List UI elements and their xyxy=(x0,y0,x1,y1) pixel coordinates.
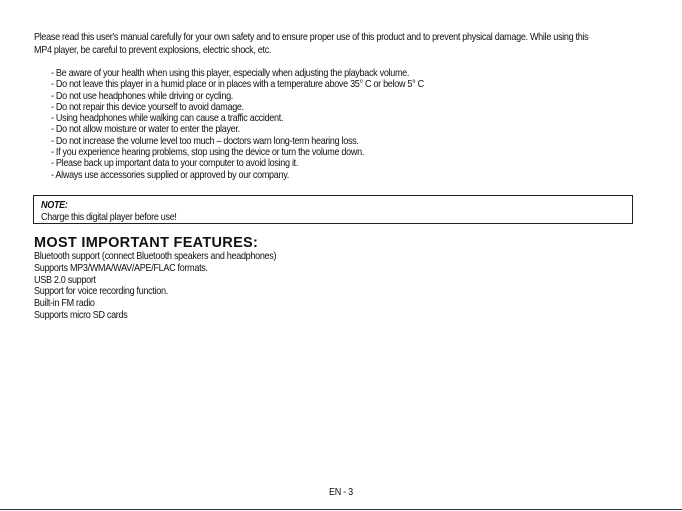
warning-item: - Using headphones while walking can cause a traffic accident. xyxy=(51,112,284,125)
warning-item: - Do not leave this player in a humid place or in places with a temperature above 35° C or below 5° C xyxy=(51,78,424,91)
features-heading: MOST IMPORTANT FEATURES: xyxy=(34,235,259,251)
features-list xyxy=(34,251,276,322)
feature-item: Bluetooth support (connect Bluetooth speakers and headphones) xyxy=(34,250,277,262)
feature-item: USB 2.0 support xyxy=(34,273,96,286)
page-number: EN - 3 xyxy=(329,486,353,498)
intro-line-1: Please read this user's manual carefully for your own safety and to ensure proper use of this product and to prevent physical damage. While using this xyxy=(34,31,589,43)
note-text: Charge this digital player before use! xyxy=(41,211,177,223)
warning-item: - If you experience hearing problems, stop using the device or turn the volume down. xyxy=(51,146,365,159)
feature-item: Built-in FM radio xyxy=(34,297,95,310)
warning-item: - Always use accessories supplied or approved by our company. xyxy=(51,168,289,181)
intro-paragraph xyxy=(34,31,653,57)
warning-item: - Do not repair this device yourself to avoid damage. xyxy=(51,100,244,113)
feature-item: Support for voice recording function. xyxy=(34,285,168,298)
warning-item: - Do not allow moisture or water to enter the player. xyxy=(51,123,240,136)
safety-warnings-list xyxy=(51,68,424,181)
warning-item: - Do not use headphones while driving or cycling. xyxy=(51,89,234,102)
warning-item: - Please back up important data to your computer to avoid losing it. xyxy=(51,157,299,170)
intro-line-2: MP4 player, be careful to prevent explosions, electric shock, etc. xyxy=(34,44,272,56)
note-content xyxy=(41,199,177,223)
warning-item: - Do not increase the volume level too much – doctors warn long-term hearing loss. xyxy=(51,134,359,147)
warning-item: - Be aware of your health when using this player, especially when adjusting the playback volume. xyxy=(51,67,410,79)
feature-item: Supports MP3/WMA/WAV/APE/FLAC formats. xyxy=(34,261,208,274)
feature-item: Supports micro SD cards xyxy=(34,308,128,321)
note-title: NOTE: xyxy=(41,199,68,211)
bottom-divider xyxy=(0,509,682,510)
note-box xyxy=(33,195,633,224)
